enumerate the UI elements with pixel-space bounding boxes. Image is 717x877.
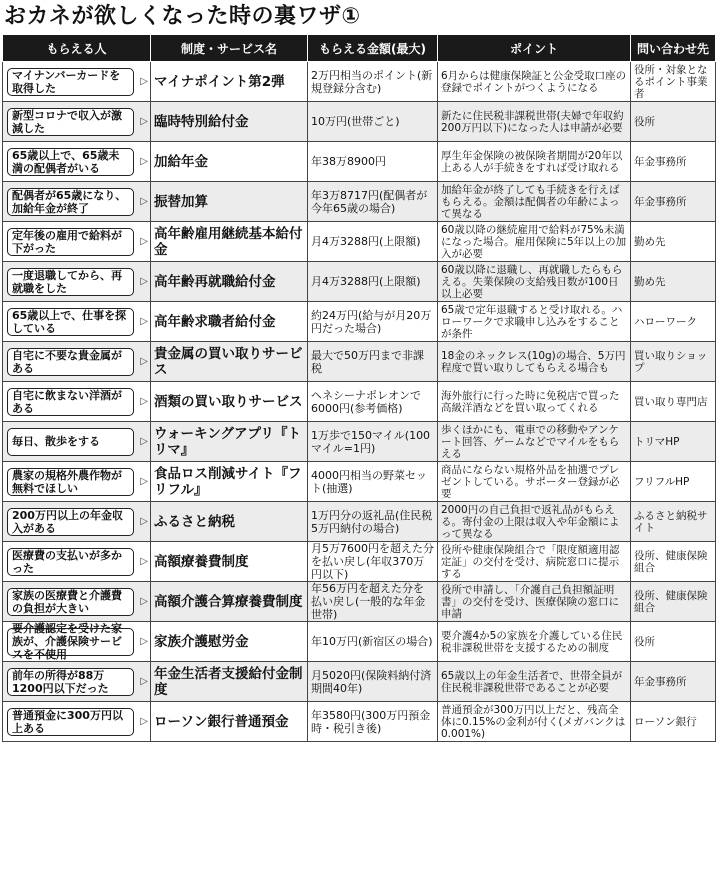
arrow-right-icon: ▷ [140, 395, 148, 407]
recipient-cell [3, 462, 151, 502]
contact-cell: フリフルHP [631, 462, 716, 502]
contact-cell: ハローワーク [631, 302, 716, 342]
recipient-cell [3, 702, 151, 742]
system-name-cell: 酒類の買い取りサービス [151, 382, 308, 422]
amount-cell: 年10万円(新宿区の場合) [308, 622, 438, 662]
recipient-text: 農家の規格外農作物が無料でほしい [12, 468, 122, 495]
recipient-cell [3, 102, 151, 142]
system-name-cell: 年金生活者支援給付金制度 [151, 662, 308, 702]
point-cell: 海外旅行に行った時に免税店で買った高級洋酒などを買い取ってくれる [438, 382, 631, 422]
recipient-box [7, 188, 134, 216]
recipient-cell [3, 142, 151, 182]
recipient-text: 定年後の雇用で給料が下がった [12, 228, 122, 255]
recipient-box [7, 588, 134, 616]
table-row [3, 622, 716, 662]
header-amount: もらえる金額(最大) [308, 35, 438, 62]
recipient-cell [3, 62, 151, 102]
recipient-text: 200万円以上の年金収入がある [12, 508, 123, 535]
contact-cell: 年金事務所 [631, 182, 716, 222]
amount-cell: 年38万8900円 [308, 142, 438, 182]
arrow-right-icon: ▷ [140, 715, 148, 727]
recipient-text: 一度退職してから、再就職をした [12, 268, 122, 295]
recipient-cell [3, 502, 151, 542]
system-name-cell: ウォーキングアプリ『トリマ』 [151, 422, 308, 462]
arrow-right-icon: ▷ [140, 635, 148, 647]
point-cell: 18金のネックレス(10g)の場合、5万円程度で買い取りしてもらえる場合も [438, 342, 631, 382]
table-row [3, 662, 716, 702]
system-name-cell: 高年齢求職者給付金 [151, 302, 308, 342]
recipient-text: 新型コロナで収入が激減した [12, 108, 122, 135]
header-point: ポイント [438, 35, 631, 62]
contact-cell: 役所、健康保険組合 [631, 582, 716, 622]
contact-cell: 勤め先 [631, 262, 716, 302]
table-row [3, 422, 716, 462]
contact-cell: 役所 [631, 622, 716, 662]
recipient-text: 普通預金に300万円以上ある [12, 708, 123, 735]
point-cell: 加給年金が終了しても手続きを行えばもらえる。金額は配偶者の年齢によって異なる [438, 182, 631, 222]
arrow-right-icon: ▷ [140, 355, 148, 367]
system-name-cell: 貴金属の買い取りサービス [151, 342, 308, 382]
arrow-right-icon: ▷ [140, 675, 148, 687]
amount-cell: 1万円分の返礼品(住民税5万円納付の場合) [308, 502, 438, 542]
point-cell: 65歳以上の年金生活者で、世帯全員が住民税非課税世帯であることが必要 [438, 662, 631, 702]
recipient-cell [3, 302, 151, 342]
amount-cell: 年3万8717円(配偶者が今年65歳の場合) [308, 182, 438, 222]
recipient-text: 配偶者が65歳になり、加給年金が終了 [12, 188, 127, 215]
recipient-text: 自宅に飲まない洋酒がある [12, 388, 122, 415]
recipient-cell [3, 182, 151, 222]
amount-cell: 年3580円(300万円預金時・税引き後) [308, 702, 438, 742]
arrow-right-icon: ▷ [140, 155, 148, 167]
point-cell: 60歳以降の継続雇用で給料が75%未満になった場合。雇用保険に5年以上の加入が必要 [438, 222, 631, 262]
system-name-cell: 家族介護慰労金 [151, 622, 308, 662]
arrow-right-icon: ▷ [140, 475, 148, 487]
amount-cell: 2万円相当のポイント(新規登録分含む) [308, 62, 438, 102]
recipient-cell [3, 222, 151, 262]
recipient-box [7, 68, 134, 96]
system-name-cell: 臨時特別給付金 [151, 102, 308, 142]
recipient-cell [3, 582, 151, 622]
system-name-cell: 高額療養費制度 [151, 542, 308, 582]
amount-cell: 4000円相当の野菜セット(抽選) [308, 462, 438, 502]
amount-cell: 10万円(世帯ごと) [308, 102, 438, 142]
recipient-text: 家族の医療費と介護費の負担が大きい [12, 588, 122, 615]
recipient-box [7, 388, 134, 416]
point-cell: 要介護4か5の家族を介護している住民税非課税世帯を支援するための制度 [438, 622, 631, 662]
arrow-right-icon: ▷ [140, 515, 148, 527]
header-recipient: もらえる人 [3, 35, 151, 62]
recipient-text: 自宅に不要な貴金属がある [12, 348, 122, 375]
table-row [3, 262, 716, 302]
arrow-right-icon: ▷ [140, 435, 148, 447]
table-row [3, 502, 716, 542]
system-name-cell: 高年齢雇用継続基本給付金 [151, 222, 308, 262]
recipient-text: 医療費の支払いが多かった [12, 548, 122, 575]
point-cell: 6月からは健康保険証と公金受取口座の登録でポイントがつくようになる [438, 62, 631, 102]
arrow-right-icon: ▷ [140, 75, 148, 87]
recipient-box [7, 108, 134, 136]
contact-cell: トリマHP [631, 422, 716, 462]
recipient-text: 要介護認定を受けた家族が、介護保険サービスを不使用 [12, 622, 122, 661]
system-name-cell: ふるさと納税 [151, 502, 308, 542]
point-cell: 役所や健康保険組合で「限度額適用認定証」の交付を受け、病院窓口に提示する [438, 542, 631, 582]
recipient-cell [3, 542, 151, 582]
contact-cell: 買い取りショップ [631, 342, 716, 382]
contact-cell: 役所・対象となるポイント事業者 [631, 62, 716, 102]
recipient-text: マイナンバーカードを取得した [12, 68, 121, 95]
recipient-box [7, 622, 134, 661]
contact-cell: 役所、健康保険組合 [631, 542, 716, 582]
recipient-box [7, 348, 134, 376]
point-cell: 歩くほかにも、電車での移動やアンケート回答、ゲームなどでマイルをもらえる [438, 422, 631, 462]
contact-cell: ローソン銀行 [631, 702, 716, 742]
contact-cell: 年金事務所 [631, 142, 716, 182]
system-name-cell: ローソン銀行普通預金 [151, 702, 308, 742]
table-row [3, 142, 716, 182]
recipient-box [7, 708, 134, 736]
arrow-right-icon: ▷ [140, 315, 148, 327]
recipient-cell [3, 422, 151, 462]
arrow-right-icon: ▷ [140, 115, 148, 127]
point-cell: 新たに住民税非課税世帯(夫婦で年収約200万円以下)になった人は申請が必要 [438, 102, 631, 142]
recipient-text: 65歳以上で、65歳未満の配偶者がいる [12, 148, 120, 175]
amount-cell: 月5万7600円を超えた分を払い戻し(年収370万円以下) [308, 542, 438, 582]
recipient-box [7, 468, 134, 496]
recipient-box [7, 228, 134, 256]
amount-cell: 最大で50万円まで非課税 [308, 342, 438, 382]
contact-cell: 年金事務所 [631, 662, 716, 702]
recipient-box [7, 148, 134, 176]
amount-cell: 年56万円を超えた分を払い戻し(一般的な年金世帯) [308, 582, 438, 622]
table-row [3, 102, 716, 142]
recipient-cell [3, 342, 151, 382]
recipient-box [7, 548, 134, 576]
arrow-right-icon: ▷ [140, 275, 148, 287]
system-name-cell: 高額介護合算療養費制度 [151, 582, 308, 622]
contact-cell: ふるさと納税サイト [631, 502, 716, 542]
recipient-cell [3, 622, 151, 662]
point-cell: 60歳以降に退職し、再就職したらもらえる。失業保険の支給残日数が100日以上必要 [438, 262, 631, 302]
table-header-row [3, 35, 716, 62]
header-contact: 問い合わせ先 [631, 35, 716, 62]
system-name-cell: 振替加算 [151, 182, 308, 222]
system-name-cell: マイナポイント第2弾 [151, 62, 308, 102]
arrow-right-icon: ▷ [140, 595, 148, 607]
arrow-right-icon: ▷ [140, 235, 148, 247]
table-row [3, 702, 716, 742]
recipient-box [7, 268, 134, 296]
contact-cell: 役所 [631, 102, 716, 142]
table-row [3, 542, 716, 582]
header-system-name: 制度・サービス名 [151, 35, 308, 62]
amount-cell: 月4万3288円(上限額) [308, 222, 438, 262]
arrow-right-icon: ▷ [140, 195, 148, 207]
point-cell: 普通預金が300万円以上だと、残高全体に0.15%の金利が付く(メガバンクは0.001%) [438, 702, 631, 742]
recipient-cell [3, 382, 151, 422]
system-name-cell: 加給年金 [151, 142, 308, 182]
point-cell: 65歳で定年退職すると受け取れる。ハローワークで求職申し込みをすることが条件 [438, 302, 631, 342]
recipient-cell [3, 662, 151, 702]
table-row [3, 462, 716, 502]
table-row [3, 182, 716, 222]
recipient-box [7, 508, 134, 536]
amount-cell: 月5020円(保険料納付済期間40年) [308, 662, 438, 702]
point-cell: 商品にならない規格外品を抽選でプレゼントしている。サポーター登録が必要 [438, 462, 631, 502]
point-cell: 2000円の自己負担で返礼品がもらえる。寄付金の上限は収入や年金額によって異なる [438, 502, 631, 542]
recipient-text: 前年の所得が88万1200円以下だった [12, 668, 109, 695]
amount-cell: 1万歩で150マイル(100マイル=1円) [308, 422, 438, 462]
amount-cell: 約24万円(給与が月20万円だった場合) [308, 302, 438, 342]
amount-cell: 月4万3288円(上限額) [308, 262, 438, 302]
contact-cell: 勤め先 [631, 222, 716, 262]
system-name-cell: 高年齢再就職給付金 [151, 262, 308, 302]
recipient-box [7, 428, 134, 456]
recipient-text: 毎日、散歩をする [12, 435, 100, 448]
point-cell: 厚生年金保険の被保険者期間が20年以上ある人が手続きをすれば受け取れる [438, 142, 631, 182]
point-cell: 役所で申請し、「介護自己負担額証明書」の交付を受け、医療保険の窓口に申請 [438, 582, 631, 622]
table-row [3, 342, 716, 382]
recipient-text: 65歳以上で、仕事を探している [12, 308, 127, 335]
benefits-table [2, 34, 716, 742]
table-row [3, 222, 716, 262]
arrow-right-icon: ▷ [140, 555, 148, 567]
system-name-cell: 食品ロス削減サイト『フリフル』 [151, 462, 308, 502]
recipient-box [7, 308, 134, 336]
page-title: おカネが欲しくなった時の裏ワザ① [4, 4, 361, 29]
table-row [3, 62, 716, 102]
recipient-cell [3, 262, 151, 302]
table-row [3, 582, 716, 622]
amount-cell: ヘネシーナポレオンで6000円(参考価格) [308, 382, 438, 422]
table-row [3, 382, 716, 422]
recipient-box [7, 668, 134, 696]
table-row [3, 302, 716, 342]
contact-cell: 買い取り専門店 [631, 382, 716, 422]
